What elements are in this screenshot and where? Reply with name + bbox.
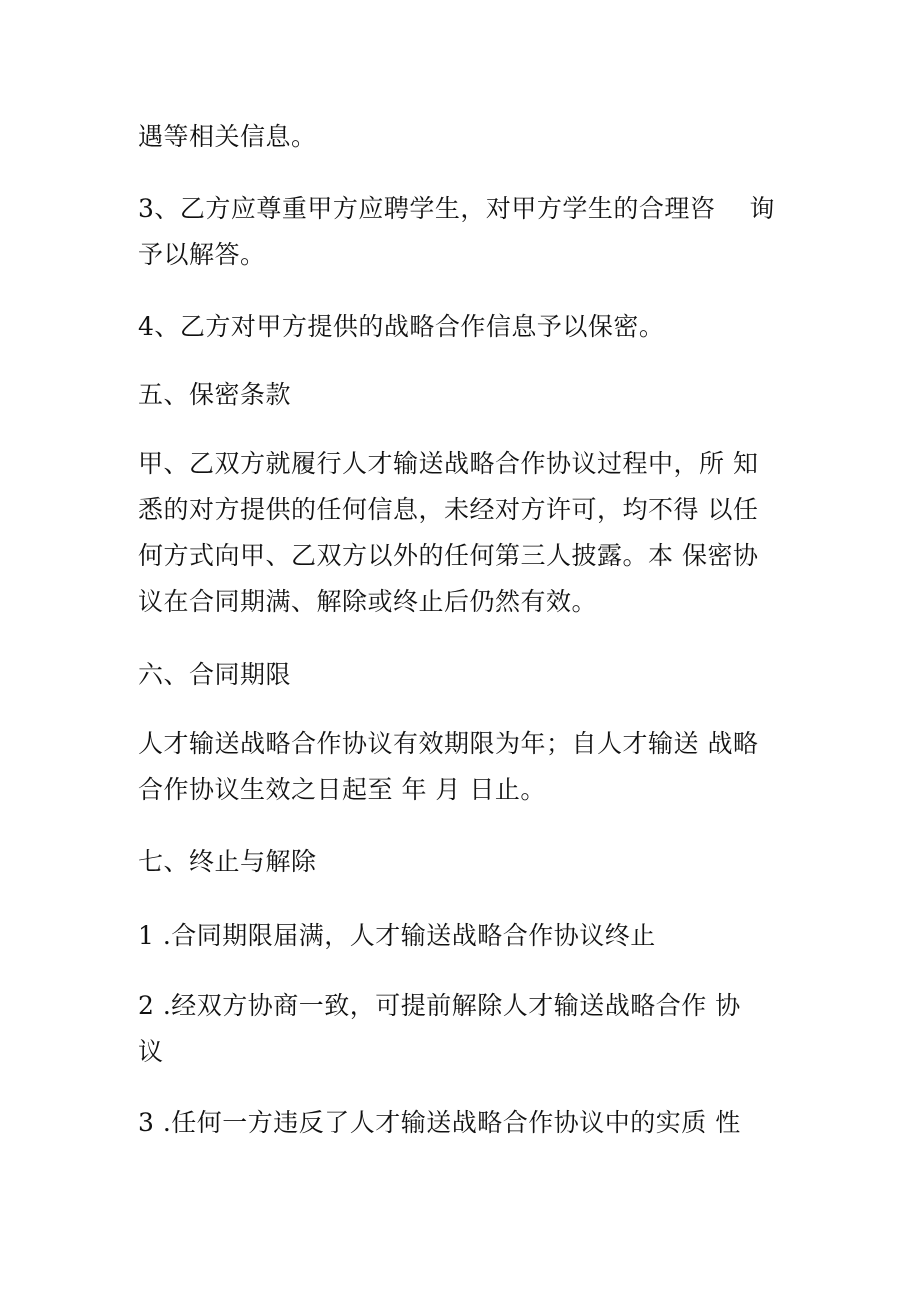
section-heading-termination <box>138 839 788 885</box>
text-line: 1 .合同期限届满，人才输送战略合作协议终止 <box>138 921 656 950</box>
text-line: 悉的对方提供的任何信息，未经对方许可，均不得 以任 <box>138 495 759 524</box>
text-line: 七、终止与解除 <box>138 847 317 876</box>
text-line: 议在合同期满、解除或终止后仍然有效。 <box>138 587 598 616</box>
paragraph-termination-3 <box>138 1100 788 1146</box>
text-line: 议 <box>138 1037 164 1066</box>
paragraph-confidentiality-body <box>138 441 788 625</box>
paragraph-intro-fragment <box>138 114 788 160</box>
text-line: 五、保密条款 <box>138 380 292 409</box>
text-line: 何方式向甲、乙双方以外的任何第三人披露。本 保密协 <box>138 541 759 570</box>
text-line: 2 .经双方协商一致，可提前解除人才输送战略合作 协 <box>138 991 741 1020</box>
text-line: 甲、乙双方就履行人才输送战略合作协议过程中，所 知 <box>138 449 759 478</box>
text-line: 4、乙方对甲方提供的战略合作信息予以保密。 <box>138 312 665 341</box>
text-line: 人才输送战略合作协议有效期限为年；自人才输送 战略 <box>138 729 759 758</box>
text-line: 予以解答。 <box>138 240 266 269</box>
paragraph-termination-2 <box>138 983 788 1075</box>
text-line: 合作协议生效之日起至 年 月 日止。 <box>138 775 546 804</box>
paragraph-clause-3 <box>138 186 788 278</box>
paragraph-clause-4 <box>138 304 788 350</box>
paragraph-contract-term-body <box>138 721 788 813</box>
text-line: 六、合同期限 <box>138 660 292 689</box>
text-line: 遇等相关信息。 <box>138 122 317 151</box>
section-heading-contract-term <box>138 652 788 698</box>
text-line: 3 .任何一方违反了人才输送战略合作协议中的实质 性 <box>138 1108 741 1137</box>
section-heading-confidentiality <box>138 372 788 418</box>
text-line: 3、乙方应尊重甲方应聘学生，对甲方学生的合理咨 询 <box>138 194 775 223</box>
paragraph-termination-1 <box>138 913 788 959</box>
